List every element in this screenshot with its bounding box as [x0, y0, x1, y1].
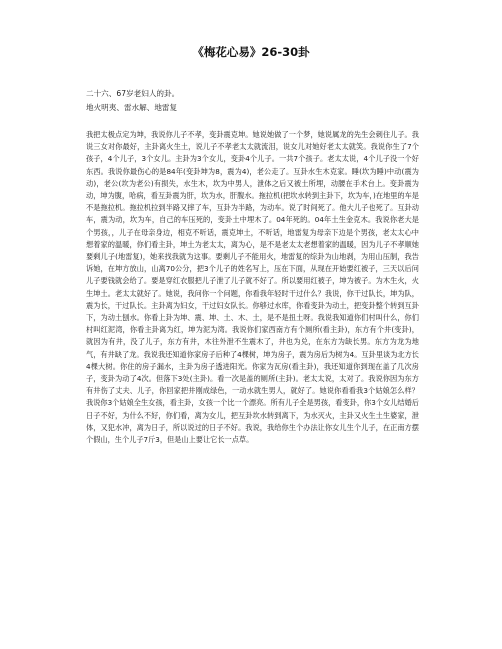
document-title: 《梅花心易》26-30卦	[192, 45, 310, 59]
body-paragraph: 我把太极点定为坤，我说你儿子不孝，变卦震克坤。她说她做了一个梦，她说属龙的先生会刺住儿子。我说三女对你最好，主卦离火生土，说儿子不孝老太太就流泪，说女儿对她好老太太就笑。我说你生了7个孩子，4个儿子，3个女儿。主卦为3个女儿，变卦4个儿子。一共7个孩子。老太太说，4个儿子没一个好东西。我说你最伤心的是84年(变卦坤为8，震为4)，老公走了。互卦水生木克家。睡(坎为睡)中动(震为动)，老公(坎为老公)有损失，水生木，坎为中男人，泄体之后又被土所埋，动腰在手术台上。变卦震为动，坤为腹，哈病，看互卦震为肝，坎为水，肝腹水。拖拉机(把坎水转到主卦下，坎为车，)在地里的车是不是拖拉机。拖拉机拉到半路又摔了车，互卦为半路，为动车。说了时间死了。他大儿子也死了。互卦动车，震为动，坎为车，自己的车压死的，变卦土中埋木了。04年死的。04年土生金克木。我说你老大是个男孩，，儿子在母亲身边，相克不听话，震克坤土，不听话，地雷复为母亲下边是个男孩，老太太心中想着家的温暖，你们看主卦，坤土为老太太，离为心，是不是老太太老想着家的温暖，因为儿子不孝顺她要剩儿子(地雷复)，她来找我就为这事。要剩儿子不能用火，地雷复的综卦为山地剥，为用山压制，我告诉她，在坤方放山，山离70公分，把3个儿子的姓名写上，压在下面，从现在开始要红被子，三天以后问儿子要钱就会给了。要是穿红衣服把儿子泄了儿子就不好了。所以要用红被子，坤为被子。为木生火，火生坤土。老太太就好了。她说，我问你一个问题，你看我年轻时干过什么？我说，你干过队长，坤为队，震为长，干过队长。主卦离为妇女，干过妇女队长。你够过水库，你看变卦为动土，把变卦整个转到互卦下，为动土刨水。你看上卦为坤、震、坤、土、木、土，是不是扭土呀。我说我知道你们村叫什么，你们村叫红泥湾，你看主卦离为红，坤为泥为湾。我说你们家西南方有个厕所(看主卦)，东方有个井(变卦)，就因为有井，没了儿子，东方有井，木往外泄不生震木了，井也为兑，在东方为缺长男。东方为龙为地气，有井缺了龙。我说我还知道你家房子后种了4棵树，坤为房子，震为房后为树为4。互卦里谈为北方长4棵大树。你住的房子漏水，主卦为房子透进阳光。你家为瓦房(看主卦)，我还知道你到现在盖了几次房子，变卦为动了4次。但落下3处(主卦)。看一次是盖的厕所(主卦)。老太太说，太对了。我说你因为东方有井伤了丈夫、儿子，你回家把井刚成绿色，一动水就生男人，就好了。她说你看看我3个姑娘怎么样？我说你3个姑娘全生女孩，看主卦，女孩一个比一个漂亮。所有儿子全是男孩，看变卦，你3个女儿结婚后日子不好，为什么不好，你们看，离为女儿，把互卦坎水转到离下，为水灭火，主卦又火生土生婆家，泄体，又犯水冲，离为日子，所以说过的日子不好。我说，我给你生个办法让你女儿生个儿子，在正南方摆个假山，生个儿子7斤3，但是山上要让它长一点草。	[86, 130, 419, 445]
hexagram-names: 地火明夷、雷水解、地雷复	[86, 103, 178, 112]
section-heading: 二十六、67岁老妇人的卦。	[86, 89, 180, 98]
